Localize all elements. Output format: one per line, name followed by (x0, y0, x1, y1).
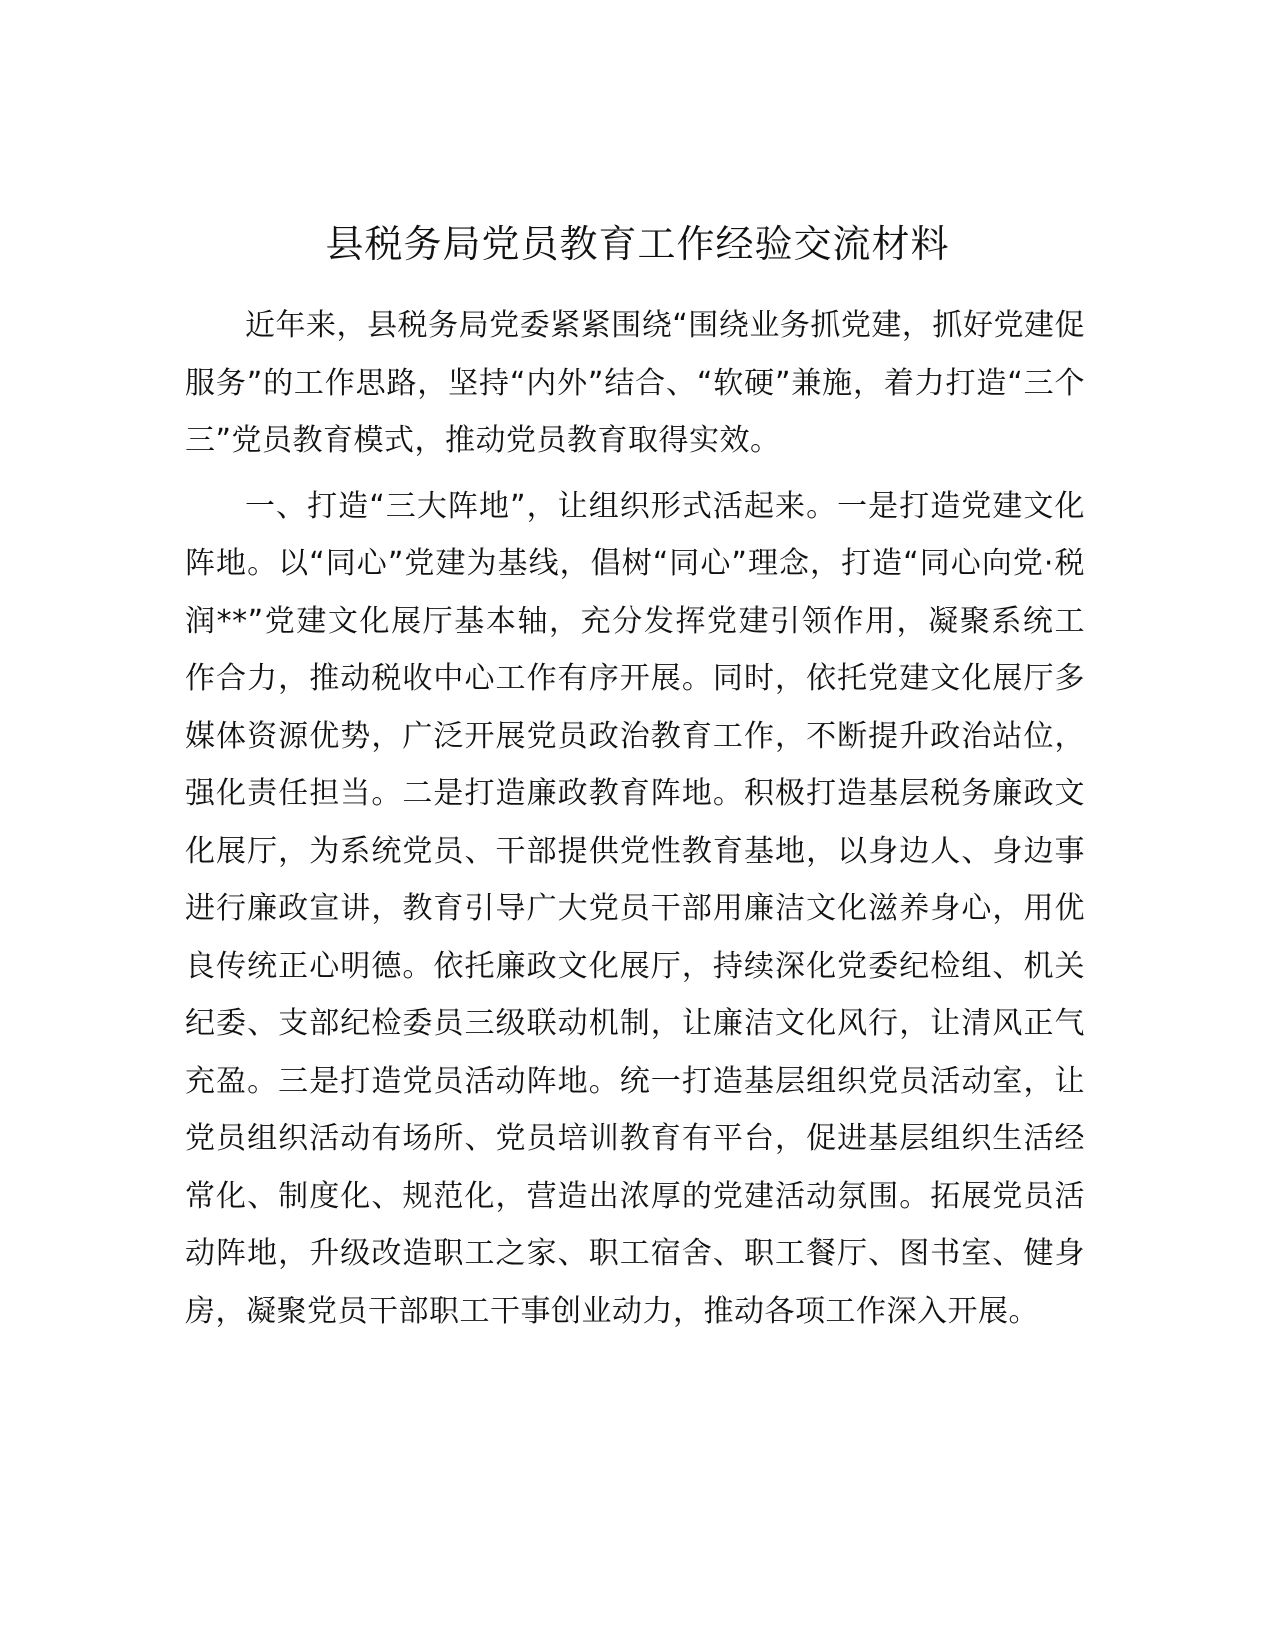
paragraph-intro: 近年来，县税务局党委紧紧围绕“围绕业务抓党建，抓好党建促服务”的工作思路，坚持“内外”结合、“软硬”兼施，着力打造“三个三”党员教育模式，推动党员教育取得实效。 (185, 308, 1085, 458)
paragraph-section-one: 一、打造“三大阵地”，让组织形式活起来。一是打造党建文化阵地。以“同心”党建为基线，倡树“同心”理念，打造“同心向党·税润**”党建文化展厅基本轴，充分发挥党建引领作用，凝聚系统工作合力，推动税收中心工作有序开展。同时，依托党建文化展厅多媒体资源优势，广泛开展党员政治教育工作，不断提升政治站位，强化责任担当。二是打造廉政教育阵地。积极打造基层税务廉政文化展厅，为系统党员、干部提供党性教育基地，以身边人、身边事进行廉政宣讲，教育引导广大党员干部用廉洁文化滋养身心，用优良传统正心明德。依托廉政文化展厅，持续深化党委纪检组、机关纪委、支部纪检委员三级联动机制，让廉洁文化风行，让清风正气充盈。三是打造党员活动阵地。统一打造基层组织党员活动室，让党员组织活动有场所、党员培训教育有平台，促进基层组织生活经常化、制度化、规范化，营造出浓厚的党建活动氛围。拓展党员活动阵地，升级改造职工之家、职工宿舍、职工餐厅、图书室、健身房，凝聚党员干部职工干事创业动力，推动各项工作深入开展。 (185, 488, 1085, 1329)
document-title: 县税务局党员教育工作经验交流材料 (325, 222, 950, 266)
document-body (185, 297, 1085, 1340)
